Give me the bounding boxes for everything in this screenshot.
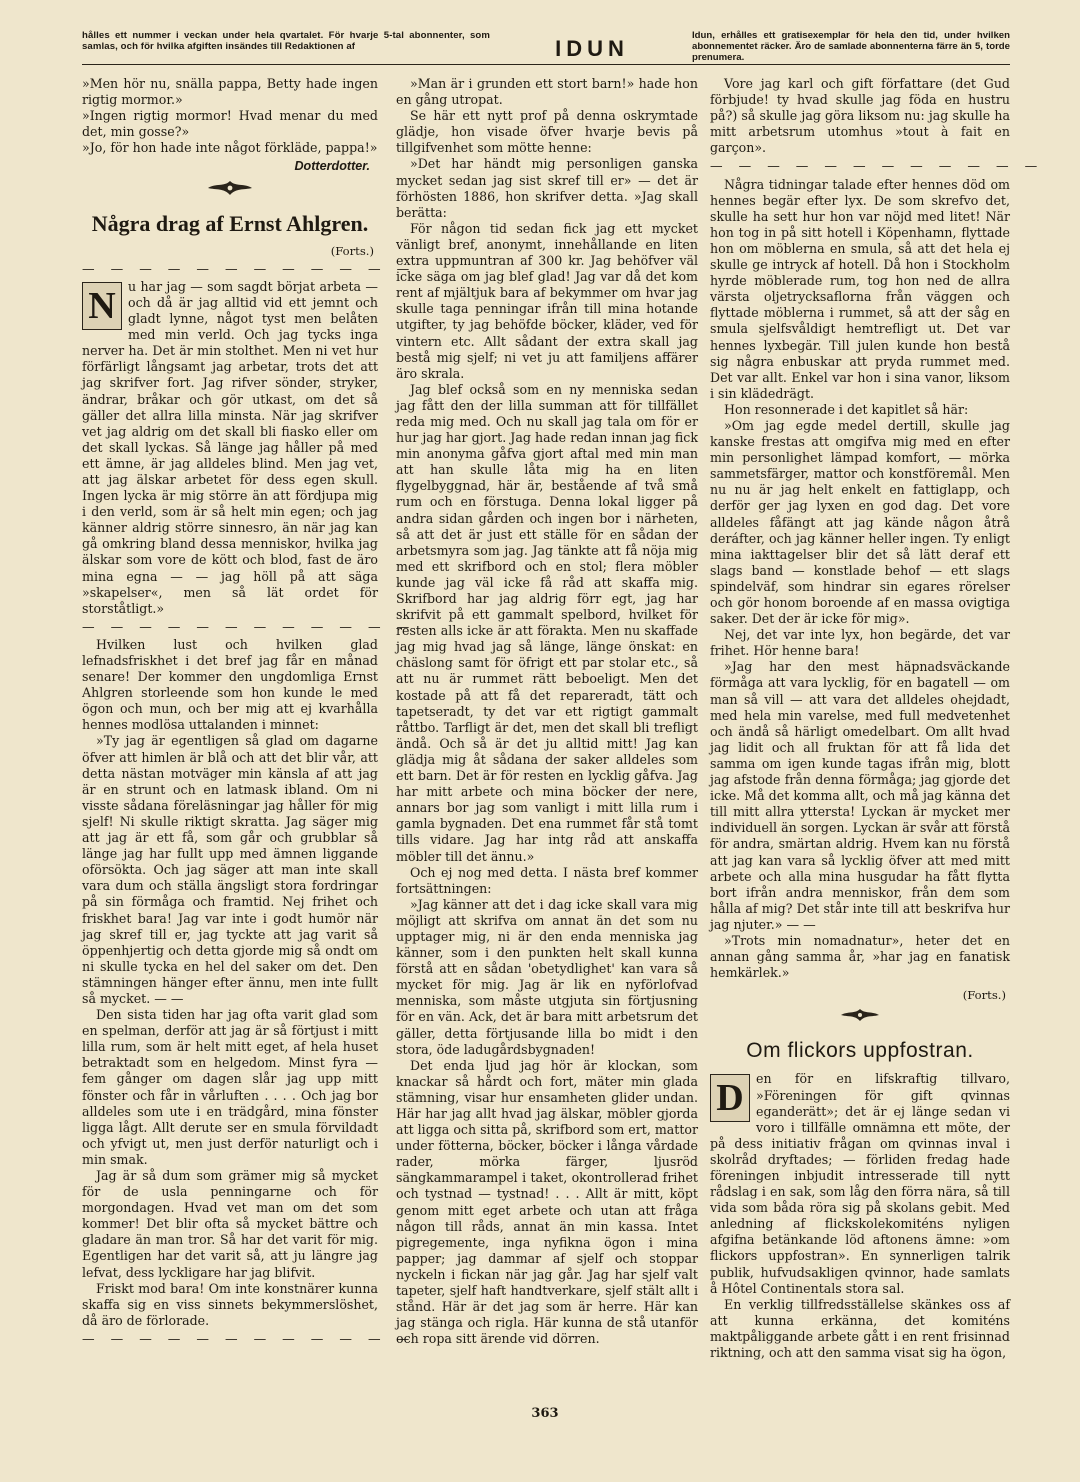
paragraph: Nej, det var inte lyx, hon begärde, det var frihet. Hör henne bara! [710, 627, 1010, 659]
paragraph: Och ej nog med detta. I nästa bref kommer fortsättningen: [396, 864, 698, 896]
paragraph: »Man är i grunden ett stort barn!» hade hon en gång utropat. [396, 76, 698, 108]
paragraph [710, 1071, 1010, 1296]
paragraph: »Jag känner att det i dag icke skall vara mig möjligt att skrifva om annat än det som nu upptager mig, ni är den enda menniska jag känner, som i den punkten helt skall kunna förstå att en sådan 'obetydlighet' kan vara så mycket för mig. Jag är lik en nyförlofvad menniska, som måste utgjuta sin förtjusning för en vän. Ack, det är bara mitt arbetsrum det gäller, detta förtjusande lilla bo midt i den stora, öde ladugårdsbygnaden! [396, 896, 698, 1057]
divider: — — — — — — — — — — — — [710, 158, 1044, 174]
continuation-note: (Forts.) [330, 243, 374, 258]
divider: — — — — — — — — — — — — [82, 618, 416, 634]
header-title: IDUN [555, 36, 629, 61]
paragraph: Några tidningar talade efter hennes död om hennes begär efter lyx. De som skrefvo det, skulle ha sett hur hon var nöjd med litet! När hon tog in på sitt hotell i Köpenhamn, flyttade hon om möblerna en smula, så att det hela ej skulle ge intryck af hotell. Då hon i Stockholm hyrde möblerade rum, tog hon ned de allra värsta oljetrycksaflorna från väggen och flyttade möblerna i rummet, så att der såg en smula sjelfsvåldigt hemtrefligt ut. Det var hennes lyxbegär. Till julen kunde hon bestå sig några enbuskar att pryda rummet med. Det var allt. Enkel var hon i sina vanor, liksom i sin klädedrägt. [710, 176, 1010, 401]
paragraph: Det enda ljud jag hör är klockan, som knackar så hårdt och fort, mäter min glada stämning, visar hur ensamheten glider undan. Här har jag allt hvad jag älskar, möbler gjorda att ligga och sitta på, skrifbord som ert, mattor under fötterna, böcker, böcker i långa vårdade rader, mörka färger, ljusröd sängkammarampel i taket, okontrollerad frihet och tystnad — tystnad! . . . Allt är mitt, köpt genom mitt eget arbete och utan att fråga någon till råds, annat än min kassa. Intet pigregemente, inga nyfikna ögon i mina papper; jag dammar af sjelf och stoppar nyckeln i fickan när jag går. Jag har sjelf valt tapeter, sjelf haft handtverkare, sjelf stält allt i stånd. Här är det jag som är herre. Här kan jag stänga och rigla. Här kunna de stå utanför och ropa sitt ärende vid dörren. [396, 1057, 699, 1347]
paragraph: »Trots min nomadnatur», heter det en annan gång samma år, »har jag en fanatisk hemkärlek.» [710, 932, 1010, 981]
dropcap: D [710, 1074, 750, 1122]
header-right-notice: Idun, erhålles ett gratisexemplar för hela den tid, under hvilken abonnementet räcker. Äro de samlade abonnenterna färre än 5, torde prenumera. [692, 30, 1010, 63]
paragraph: Vore jag karl och gift författare (det Gud förbjude! ty hvad skulle jag föda en hustru på?) så skulle jag göra liksom nu: jag skulle ha mitt arbetsrum utomhus »tout à fait en garçon». [710, 76, 1010, 156]
divider: — — — — — — — — — — — — [82, 1330, 416, 1346]
page-number: 363 [531, 1406, 559, 1421]
floral-ornament-icon [82, 179, 378, 201]
header-left-notice: hålles ett nummer i veckan under hela qvartalet. För hvarje 5-tal abonnenter, som samlas, och för hvilka afgiften insändes till Redaktionen af [82, 30, 490, 52]
dropcap: N [82, 282, 122, 330]
continuation-note: (Forts.) [962, 988, 1006, 1003]
floral-ornament-icon [710, 1007, 1010, 1027]
paragraph: »Jo, för hon hade inte något förkläde, pappa!» [82, 140, 378, 156]
paragraph: En verklig tillfredsställelse skänkes oss af att kunna erkänna, det komiténs maktpåliggande arbete gått i en rent frisinnad riktning, och att den samma visat sig ha ögon, [710, 1296, 1010, 1361]
article-title: Några drag af Ernst Ahlgren. [91, 210, 369, 236]
column-right [710, 76, 1044, 1361]
paragraph: Jag är så dum som grämer mig så mycket för de usla penningarne och för morgondagen. Hvad vet man om det som kommer! Det blir ofta så mycket bättre och gladare än man tror. Så har det varit för mig. Egentligen har det varit så, att ju längre jag lefvat, dess lyckligare har jag blifvit. [82, 1168, 378, 1280]
paragraph-text: en för en lifskraftig tillvaro, »Föreningen för gift qvinnas eganderätt»; det är ej länge sedan vi voro i tillfälle omnämna ett möte, der på dess initiativ frågan om qvinnas inval i skolråd dryftades; — förliden fredag hade föreningen inbjudit intresserade till nytt rådslag i en sak, som låg den förra nära, så till vida som båda röra sig på skolans gebit. Med anledning af flickskolekomiténs nyligen afgifna betänkande löd aftonens ämne: »om flickors uppfostran». En synnerligen talrik publik, hufvudsakligen qvinnor, hade samlats å Hôtel Continentals stora sal. [710, 1071, 1010, 1296]
paragraph: Den sista tiden har jag ofta varit glad som en spelman, derför att jag är så förtjust i mitt lilla rum, som är helt mitt eget, af hela huset betraktadt som en helgedom. Minst fyra — fem gånger om dagen slår jag upp mitt fönster och får in vårluften . . . . Och jag bor alldeles som ute i en trädgård, mina fönster ligga lågt. Allt derute ser en smula förvildadt och yfvigt ut, men just derför naturligt och i min smak. [82, 1007, 378, 1167]
signature: Dotterdotter. [294, 159, 370, 174]
paragraph: För någon tid sedan fick jag ett mycket vänligt bref, anonymt, innehållande en liten extra uppmuntran af 300 kr. Jag behöfver väl icke säga om jag blef glad! Jag var då det kom rent af mjältjuk bara af bekymmer om hvar jag skulle taga penningar ifrån till mina hotande utgifter, ty jag behöfde böcker, kläder, ved för vintern etc. Allt sådant der extra skall jag bestå mig sjelf; ni vet ju att familjens affärer äro skrala. [396, 220, 698, 381]
paragraph [82, 279, 378, 617]
paragraph: »Det har händt mig personligen ganska mycket sedan jag sist skref till er» — det är förhösten 1886, hon skrifver detta. »Jag skall berätta: [396, 156, 698, 220]
paragraph: Friskt mod bara! Om inte konstnärer kunna skaffa sig en viss sinnets bekymmerslöshet, då äro de förlorade. [82, 1280, 378, 1328]
paragraph: Se här ett nytt prof på denna oskrymtade glädje, hon visade öfver hvarje bevis på tillgifvenhet som mötte henne: [396, 108, 698, 156]
paragraph: »Ty jag är egentligen så glad om dagarne öfver att himlen är blå och att det blir vår, att detta nästan motväger min känsla af att jag är en strunt och en latmask ibland. Om ni visste sådana föreläsningar jag håller för mig sjelf! Ni skulle riktigt skratta. Jag säger mig att jag är ett få, som går och grubblar så länge jag har fullt upp med ämnen liggande oförsökta. Och jag säger att man inte skall vara dum och ställa ängsligt stora fordringar på sin förmåga och framtid. Nej frihet och friskhet bara! Jag var inte i godt humör när jag skref till er, jag tyckte att jag varit så öppenhjertig och detta gjorde mig så ondt om ni skulle tycka en hel del saker om det. Den stämningen hänger efter ännu, men inte fullt så mycket. — — [82, 733, 378, 1006]
paragraph: »Jag har den mest häpnadsväckande förmåga att vara lycklig, för en bagatell — om man så vill — att vara det alldeles ohejdadt, med hela min varelse, med full medvetenhet och ändå så härligt omedelbart. Om allt hvad jag lidit och all fruktan för att få lida det samma om igen kunde tagas ifrån mig, blott jag afstode från denna förmåga; jag gjorde det icke. Må det komma allt, och må jag känna det till mitt allra yttersta! Lyckan är mycket mer individuell än sorgen. Lyckan är svår att förstå för andra, smärtan aldrig. Hvem kan nu förstå att jag kan vara så lycklig öfver att med mitt arbete och alla mina husgudar ha fått flytta bort ifrån andra menniskor, från dem som hålla af mig? Det står inte till att beskrifva hur jag njuter.» — — [710, 659, 1010, 932]
paragraph: Hvilken lust och hvilken glad lefnadsfriskhet i det bref jag får en månad senare! Der kommer den ungdomliga Ernst Ahlgren storleende som hon kunde le med ögon och mun, och ber mig att ej kvarhålla hennes modlösa uttalanden i minnet: [82, 636, 378, 733]
paragraph: Jag blef också som en ny menniska sedan jag fått den der lilla summan att för tillfället reda mig med. Och nu skall jag tala om för er hur jag har gjort. Jag hade redan innan jag fick min anonyma gåfva gjort aftal med min man att han skulle låta mig ha en liten flygelbyggnad, här är, bestående af två små rum och en förstuga. Denna lokal ligger på andra sidan gården och ingen bor i närheten, så att det är just ett ställe för en sådan der arbetsmyra som jag. Jag tänkte att få nöja mig med ett skrifbord och en stol; flera möbler kunde jag väl icke få råd att skaffa mig. Skrifbord har jag aldrig förr egt, jag har skrifvit på ett gammalt spelbord, hvilket för resten alls icke är att förakta. Men nu skaffade jag mig hvad jag så länge, länge önskat: en chäslong samt för öfrigt ett par stolar etc., så att nu är rummet rätt beboeligt. Men det kostade på att få det repareradt, tätt och tapetseradt, ty det var ett rigtigt gammalt råttbo. Tarfligt är det, men det skall bli trefligt ändå. Och så är det ju alltid mitt! Jag kan glädja mig åt sådana der saker alldeles som ett barn. Det är för resten en lycklig gåfva. Jag har mitt arbete och mina böcker der nere, annars bor jag som vanligt i mitt lilla rum i gamla bygnaden. Det ena rummet får stå tomt tills vidare. Jag har intg råd att anskaffa möbler till det ännu.» [396, 381, 698, 864]
column-middle [396, 76, 698, 1347]
paragraph: »Men hör nu, snälla pappa, Betty hade ingen rigtig mormor.» [82, 76, 378, 108]
paragraph: »Om jag egde medel dertill, skulle jag kanske frestas att omgifva mig med en efter min personlighet lämpad komfort, — mörka sammetsfärger, mattor och konstföremål. Men nu nu är jag helt enkelt en fattiglapp, och derför ger jag lyxen en god dag. Det vore alldeles fåfängt att jag kände någon åtrå deráfter, och jag känner heller ingen. Ty enligt mina iakttagelser blir det så lätt deraf ett slags band — konstlade behof — ett slags spindelväf, som hindrar sin egares rörelser och gör honom boroende af en massa ovigtiga saker. Det der är icke för mig». [710, 417, 1010, 627]
paragraph-text: u har jag — som sagdt börjat arbeta — och då är jag alltid vid ett jemnt och gladt lynne, något tyst men belåten med min verld. Och jag tycks inga nerver ha. Det är min stolthet. Men ni vet hur förfärligt långsamt jag arbetar, trots det att jag skrifver fort. Jag rifver sönder, stryker, ändrar, bråkar och gör utkast, om det så gäller det allra lilla minsta. När jag skrifver vet jag aldrig om det skall bli fiasko eller om det skall lyckas. Så länge jag håller på med ett ämne, är jag alldeles blind. Men jag vet, att jag älskar arbetet för dess egen skull. Ingen lycka är mig större än att fördjupa mig i den verld, som är så helt min egen; och jag känner aldrig större sinnesro, än när jag kan gå omkring bland dessa menniskor, hvilka jag älskar som vore de kött och blod, fast de äro mina egna — — jag höll på att säga »skapelser«, men så lät ordet för storståtligt.» [82, 278, 378, 616]
divider: — — — — — — — — — — — — [82, 260, 416, 276]
page-header [82, 30, 1010, 65]
column-left [82, 76, 416, 1349]
paragraph: Hon resonnerade i det kapitlet så här: [724, 401, 969, 417]
paragraph: »Ingen rigtig mormor! Hvad menar du med det, min gosse?» [82, 108, 378, 140]
article-title: Om flickors uppfostran. [746, 1039, 974, 1063]
